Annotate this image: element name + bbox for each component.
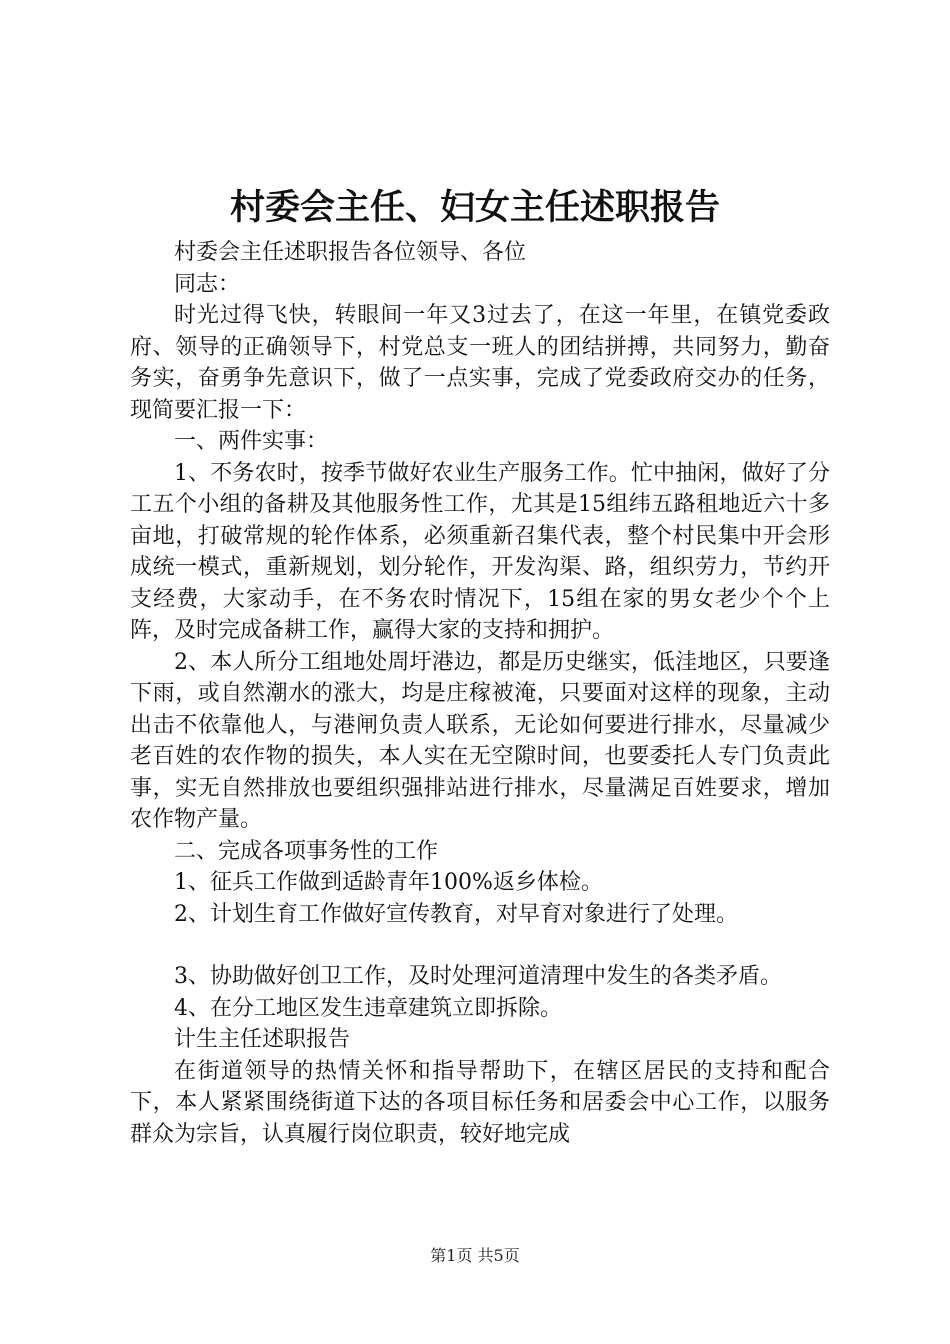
paragraph-item-2-1: 1、征兵工作做到适龄青年100%返乡体检。 xyxy=(174,870,603,895)
paragraph-item-2-3: 3、协助做好创卫工作，及时处理河道清理中发生的各类矛盾。 xyxy=(174,964,782,989)
paragraph-item-1-2: 2、本人所分工组地处周圩港边，都是历史继实，低洼地区，只要逢下雨，或自然潮水的涨大，均是庄稼被淹，只要面对这样的现象，主动出击不依靠他人，与港闸负责人联系，无论如何要进行排水，尽量减少老百姓的农作物的损失，本人实在无空隙时间，也要委托人专门负责此事，实无自然排放也要组织强排站进行排水，尽量满足百姓要求，增加农作物产量。 xyxy=(130,649,830,832)
document-title: 村委会主任、妇女主任述职报告 xyxy=(229,187,720,228)
paragraph-salutation-2: 同志： xyxy=(174,271,241,297)
document-body xyxy=(130,237,830,1150)
section-heading-1: 一、两件实事： xyxy=(174,429,329,454)
section-heading-3: 计生主任述职报告 xyxy=(174,1027,351,1052)
paragraph-item-2-2: 2、计划生育工作做好宣传教育，对早育对象进行了处理。 xyxy=(174,901,738,927)
section-heading-2: 二、完成各项事务性的工作 xyxy=(174,838,439,864)
paragraph-item-2-4: 4、在分工地区发生违章建筑立即拆除。 xyxy=(174,995,562,1021)
paragraph-salutation-1: 村委会主任述职报告各位领导、各位 xyxy=(174,240,527,265)
page-footer: 第1页 共5页 xyxy=(430,1246,520,1265)
paragraph-intro: 时光过得飞快，转眼间一年又3过去了，在这一年里，在镇党委政府、领导的正确领导下，村党总支一班人的团结拼搏，共同努力，勤奋务实，奋勇争先意识下，做了一点实事，完成了党委政府交办的任务，现简要汇报一下： xyxy=(130,303,830,423)
paragraph-closing: 在街道领导的热情关怀和指导帮助下，在辖区居民的支持和配合下，本人紧紧围绕街道下达的各项目标任务和居委会中心工作，以服务群众为宗旨，认真履行岗位职责，较好地完成 xyxy=(130,1058,830,1147)
paragraph-item-1-1: 1、不务农时，按季节做好农业生产服务工作。忙中抽闲，做好了分工五个小组的备耕及其他服务性工作，尤其是15组纬五路租地近六十多亩地，打破常规的轮作体系，必须重新召集代表，整个村民集中开会形成统一模式，重新规划，划分轮作，开发沟渠、路，组织劳力，节约开支经费，大家动手，在不务农时情况下，15组在家的男女老少个个上阵，及时完成备耕工作，赢得大家的支持和拥护。 xyxy=(130,460,830,643)
